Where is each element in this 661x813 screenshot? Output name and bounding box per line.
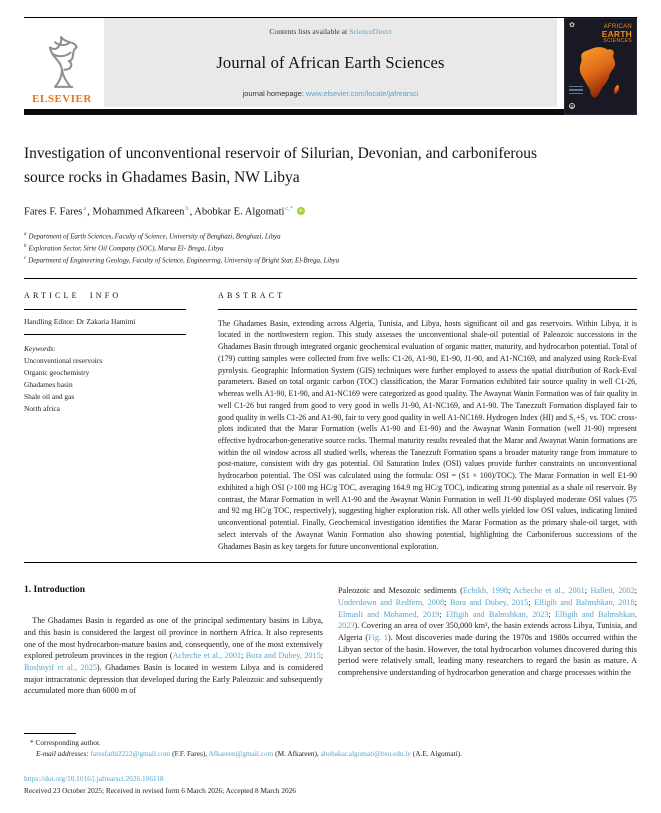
journal-cover-thumbnail[interactable] — [564, 18, 637, 115]
affiliation-text: Exploration Sector, Sirte Oil Company (SOC), Marsa El- Brega, Libya — [28, 245, 224, 253]
section-divider — [24, 562, 637, 563]
citation-link[interactable]: Elmasli and Mohamed, 2019 — [338, 609, 440, 619]
email-label: E-mail addresses: — [36, 749, 89, 759]
text-segment: ). Ghadames Basin is located in western Libya and is considered major intracratonic depression that developed during the Early Paleozoic and subsequently accumulated more than 6000 m of — [24, 662, 324, 696]
email-link[interactable]: faresfathi2222@gmail.com — [90, 749, 171, 759]
text-segment: (M. Afkareen), — [273, 749, 321, 759]
text-segment: ; — [548, 609, 555, 619]
text-segment: (F.F. Fares), — [170, 749, 209, 759]
affiliation-sup: a — [24, 231, 27, 237]
citation-link[interactable]: Fig. 1 — [368, 632, 388, 642]
homepage-text: journal homepage: — [242, 89, 306, 98]
citation-link[interactable]: Hallett, 2002 — [590, 586, 635, 596]
text-segment: ; — [634, 597, 637, 607]
info-abstract-section — [24, 291, 637, 553]
section-divider — [24, 278, 637, 279]
text-segment: ). Covering an area of over 350,000 km², the basin extends across Libya, Tunisia, and Algeria ( — [338, 621, 637, 642]
text-segment: ; — [528, 597, 535, 607]
text-segment: The Ghadames Basin is regarded as one of the principal sedimentary basins in Libya, and this basin is considered the largest oil province in northern Africa. It also represents one of the most hydrocarbon-mature basins and, consequently, one of the most extensively explored petroleum provinces in the region ( — [24, 616, 323, 661]
author-name: , Abobkar E. Algomati — [189, 206, 285, 218]
sciencedirect-link[interactable]: ScienceDirect — [349, 27, 392, 36]
citation-link[interactable]: Acheche et al., 2001 — [172, 651, 242, 661]
introduction-heading: 1. Introduction — [24, 585, 86, 596]
cover-title — [602, 24, 632, 44]
cover-title-line: SCIENCES — [603, 37, 632, 44]
journal-header — [24, 17, 637, 115]
keywords-block — [24, 343, 186, 415]
text-segment: ; — [439, 609, 446, 619]
elsevier-logo[interactable] — [24, 18, 104, 107]
doi-link[interactable]: https://doi.org/10.1016/j.jafrearsci.2026.106118 — [24, 774, 164, 783]
text-segment: ; — [508, 586, 514, 596]
keyword: North africa — [24, 403, 60, 413]
keyword: Organic geochemistry — [24, 367, 90, 377]
abstract-column — [218, 291, 637, 553]
journal-banner — [104, 18, 557, 107]
orcid-icon[interactable]: iD — [299, 208, 304, 214]
homepage-link[interactable]: www.elsevier.com/locate/jafrearsci — [305, 89, 419, 98]
article-info-heading: ARTICLE INFO — [24, 290, 122, 300]
cover-title-line: AFRICAN — [603, 24, 632, 30]
email-addresses-line — [24, 749, 637, 760]
text-segment: ). Most discoveries made during the 1970s and 1980s occurred within the Libyan sector of the basin. However, the total hydrocarbon volumes discovered during this period were relatively small, leading many researchers to regard the basin as mature. A comprehensive understanding of hydrocarbon generation and charge processes within the — [338, 632, 637, 677]
cover-title-line: EARTH — [601, 29, 632, 39]
affiliation-text: Department of Engineering Geology, Faculty of Science, Engineering, University of Bright Star, El-Brega, Libya — [28, 257, 340, 265]
text-segment: ; — [634, 586, 637, 596]
text-segment: ; — [444, 597, 450, 607]
citation-link[interactable]: Underdown and Redfern, 2008 — [338, 597, 445, 607]
intro-left-column — [24, 585, 323, 696]
affiliations — [24, 231, 637, 268]
affiliation-line — [24, 243, 637, 255]
text-segment: ; — [241, 651, 246, 661]
text-segment: (A.E. Algomati). — [411, 749, 462, 759]
cover-publisher-dot-icon: ✿ — [570, 104, 574, 109]
elsevier-tree-icon — [36, 32, 88, 92]
text-segment: Paleozoic and Mesozoic sediments ( — [338, 586, 463, 596]
header-divider-bar — [24, 109, 637, 115]
page-footnote — [24, 733, 637, 795]
citation-link[interactable]: Bora and Dubey, 2015 — [449, 597, 529, 607]
introduction-section — [24, 585, 637, 696]
keywords-label: Keywords: — [24, 343, 56, 353]
citation-link[interactable]: Elfigih and Balmshkan, 2023 — [445, 609, 549, 619]
cover-fine-print — [569, 86, 583, 97]
received-dates: Received 23 October 2025; Received in revised form 6 March 2026; Accepted 8 March 2026 — [24, 786, 296, 795]
citation-link[interactable]: Acheche et al., 2001 — [513, 586, 585, 596]
article-title: Investigation of unconventional reservoir of Silurian, Devonian, and carboniferous source rocks in Ghadames Basin, NW Libya — [24, 145, 538, 187]
footnote-rule — [24, 733, 76, 734]
author-name: Fares F. Fares — [24, 206, 83, 218]
intro-right-column — [338, 585, 637, 696]
citation-link[interactable]: Elfigih and Balmshkan, 2023 — [338, 609, 637, 631]
email-list — [89, 749, 462, 758]
author-affil-sup: a — [83, 205, 87, 213]
text-segment: ; — [320, 651, 323, 661]
intro-paragraph — [24, 615, 323, 696]
keyword: Unconventional reservoirs — [24, 355, 103, 365]
abstract-heading: ABSTRACT — [218, 290, 286, 300]
citation-link[interactable]: Elfigih and Balmshkan, 2018 — [534, 597, 635, 607]
abstract-rule — [218, 309, 637, 310]
affiliation-line — [24, 255, 637, 267]
journal-title: Journal of African Earth Sciences — [216, 52, 445, 72]
handling-editor: Handling Editor: Dr Zakaria Hamimi — [24, 309, 186, 335]
author-affil-sup: c,* — [285, 205, 294, 213]
article-info-column — [24, 291, 186, 553]
citation-link[interactable]: Bora and Dubey, 2015 — [245, 651, 321, 661]
keyword: Ghadames basin — [24, 379, 73, 389]
email-link[interactable]: Afkareen@gmail.com — [208, 749, 274, 759]
abstract-text: The Ghadames Basin, extending across Algeria, Tunisia, and Libya, hosts significant oil and gas reservoirs. Within Libya, it is located in the northwestern region. This study assesses the unconventional shale-oil potential of Paleozoic successions in the Ghadames Basin through integrated organic geochemical evaluation of organic matter, maturity, and hydrocarbon potential. Total of (179) cutting samples were collected from five wells: C1-26, A1-90, E1-90, J1-90, and A1-NC169, and analyzed using Rock-Eval pyrolysis. Geographic Information System (GIS) techniques were further employed to assess the spatial distribution of Rock-Eval parameters. Based on total organic carbon (TOC) classification, the Marar Formation exhibited fair source quality in well C1-26, whereas wells A1-90, E1-90, and A1-NC169 were categorized as good quality. The Awaynat Wanin Formation was of fair quality in well C1-26 but ranged from good to very good in wells J1-90, A1-NC169, and A1-90. The Tanezzuft Formation displayed fair to good quality in wells C1-26 and A1-90, fair to very good quality in well A1-NC169. Hydrogen Index (HI) and S₁+S₂ vs. TOC cross-plots indicated that the Marar Formation (wells A1-90 and E1-90) and the Awaynat Wanin Formation (well J1-90) represent effective hydrocarbon-generative source rocks. Thermal maturity results revealed that the Marar and Awaynat Wanin formations are within the oil window across all studied wells, whereas the Tanezzuft Formation spans a broader maturity range from immature to post-mature, consistent with dry gas potential. Oil Saturation Index (OSI) values provide further constraints on unconventional hydrocarbon potential. The OSI was calculated using the formula: OSI = (S1 × 100)/TOC). The Marar Formation in well E1-90 exhibited a high OSI (>100 mg HC/g TOC, averaging 164.9 mg HC/g TOC), indicating strong potential as a shale oil reservoir. By contrast, the Marar Formation in well A1-90 and the Awaynat Wanin Formation in well J1-90 displayed moderate OSI values (75 and 92 mg HC/g TOC, respectively), suggesting higher exploration risk. All other wells yielded low OSI values, indicating limited unconventional potential. Finally, Geochemical investigation identifies the Marar Formation as the primary shale-oil target, with select intervals of the Awaynat Wanin Formation also showing potential, highlighting the Carboniferous successions of the Ghadames Basin as key targets for future unconventional exploration. — [218, 318, 637, 551]
citation-link[interactable]: Boshnyif et al., 2025 — [24, 662, 97, 672]
author-line — [24, 205, 637, 218]
cover-elsevier-mark-icon: ✿ — [569, 21, 575, 29]
corresponding-author-note: * Corresponding author. — [30, 738, 101, 748]
text-segment: ; — [584, 586, 591, 596]
affiliation-sup: c — [24, 256, 27, 262]
contents-line — [108, 27, 553, 36]
citation-link[interactable]: Echikh, 1998 — [462, 586, 509, 596]
intro-paragraph — [338, 585, 637, 678]
affiliation-line — [24, 231, 637, 243]
homepage-line — [108, 89, 553, 98]
affiliation-text: Department of Earth Sciences, Faculty of Science, University of Benghazi, Benghazi, Libya — [28, 232, 281, 240]
affiliation-sup: b — [24, 243, 27, 249]
email-link[interactable]: abobakar.algomati@bsu.edu.ly — [320, 749, 411, 759]
author-affil-sup: b — [185, 205, 189, 213]
keyword: Shale oil and gas — [24, 391, 75, 401]
contents-text: Contents lists available at — [269, 27, 350, 36]
author-name: , Mohammed Afkareen — [87, 206, 185, 218]
elsevier-wordmark: ELSEVIER — [32, 93, 92, 105]
author-names — [24, 205, 294, 218]
